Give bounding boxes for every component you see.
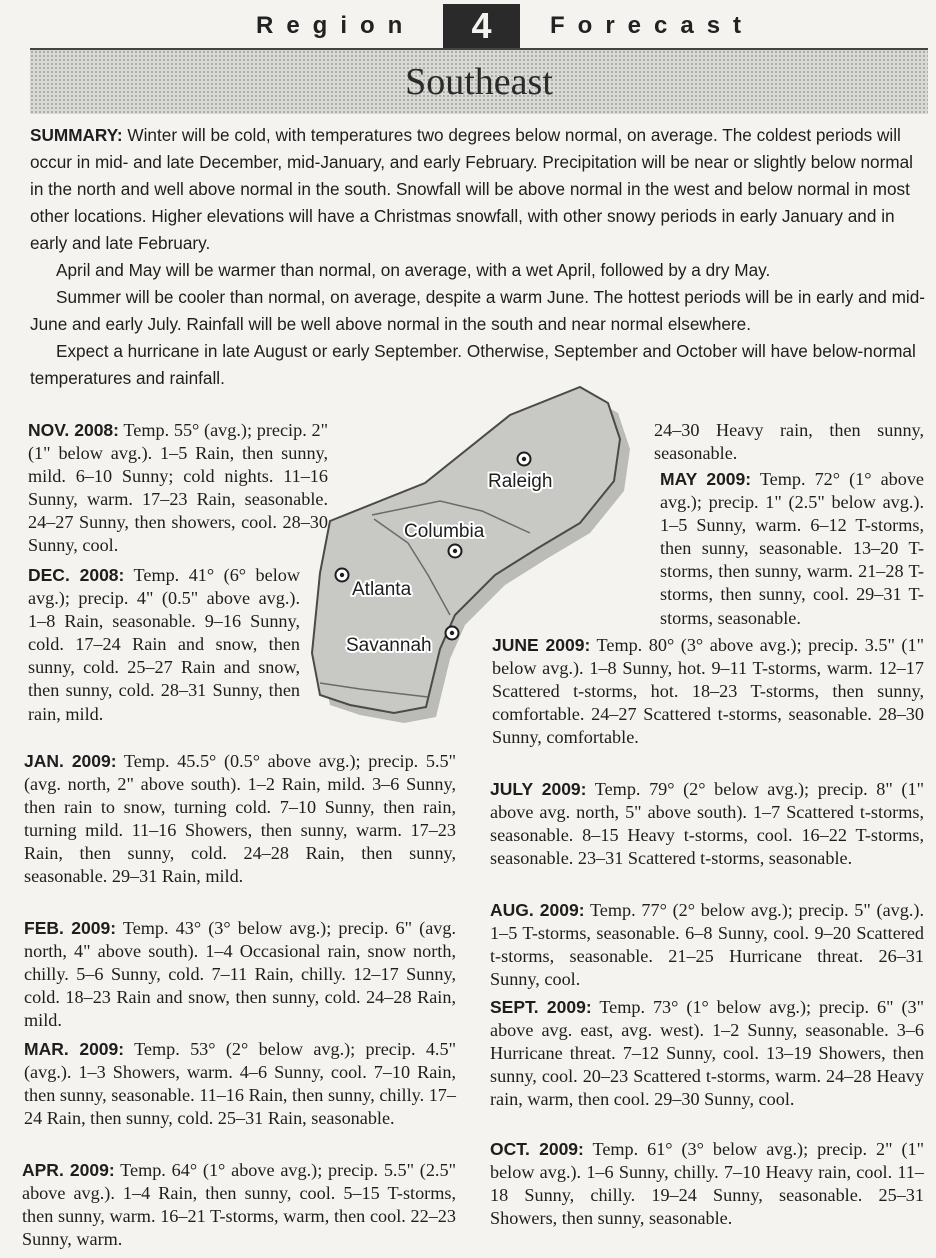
summary-paragraph-4: Expect a hurricane in late August or early September. Otherwise, September and October will have below-normal temperatures and rainfall. bbox=[30, 341, 916, 388]
month-label: DEC. 2008: bbox=[28, 565, 125, 585]
summary-text-1: Winter will be cold, with temperatures two degrees below normal, on average. The coldest periods will occur in mid- and late December, mid-January, and early February. Precipitation will be near or slightly below normal in the north and well above normal in the south. Snowfall will be above normal in the west and below normal in most other locations. Higher elevations will have a Christmas snowfall, with other snowy periods in early January and in early and late February. bbox=[30, 125, 913, 253]
month-label: SEPT. 2009: bbox=[490, 997, 592, 1017]
month-label: JUNE 2009: bbox=[492, 635, 591, 655]
month-dec-2008 bbox=[28, 564, 300, 726]
month-oct-2009 bbox=[490, 1138, 924, 1230]
month-text: Temp. 80° (3° above avg.); precip. 3.5" (1" below avg.). 1–8 Sunny, hot. 9–11 T-storms, warm. 12–17 Scattered t-storms, hot. 18–23 T-storms, then sunny, comfortable. 24–27 Scattered t-storms, seasonable. 28–30 Sunny, comfortable. bbox=[492, 635, 924, 748]
month-label: APR. 2009: bbox=[22, 1160, 115, 1180]
month-text: Temp. 64° (1° above avg.); precip. 5.5" (2.5" above avg.). 1–4 Rain, then sunny, cool. 5–15 T-storms, then sunny, warm. 16–21 T-storms, warm, then cool. 22–23 Sunny, warm. bbox=[22, 1160, 456, 1250]
month-label: OCT. 2009: bbox=[490, 1139, 584, 1159]
summary-label: SUMMARY: bbox=[30, 125, 123, 145]
title-band bbox=[30, 48, 928, 114]
month-feb-2009 bbox=[24, 917, 456, 1032]
month-text: Temp. 61° (3° below avg.); precip. 2" (1" below avg.). 1–6 Sunny, chilly. 7–10 Heavy rain, cool. 11–18 Sunny, chilly. 19–24 Sunny, seasonable. 25–31 Showers, then sunny, seasonable. bbox=[490, 1139, 925, 1229]
city-label-atlanta: Atlanta bbox=[352, 579, 412, 600]
region-header bbox=[0, 0, 936, 50]
summary-paragraph-3: Summer will be cooler than normal, on average, despite a warm June. The hottest periods will be in early and mid-June and early July. Rainfall will be well above normal in the south and near normal elsewhere. bbox=[30, 287, 926, 334]
region-number-badge: 4 bbox=[443, 4, 520, 48]
month-text: Temp. 72° (1° above avg.); precip. 1" (2.5" below avg.). 1–5 Sunny, warm. 6–12 T-storms, then sunny, seasonable. 13–20 T-storms, then sunny, warm. 21–28 T-storms, then sunny, cool. 29–31 T-storms, seasonable. bbox=[660, 469, 924, 628]
month-aug-2009 bbox=[490, 899, 924, 991]
page-title: Southeast bbox=[405, 61, 553, 103]
month-text: Temp. 77° (2° below avg.); precip. 5" (avg.). 1–5 T-storms, seasonable. 6–8 Sunny, cool. 9–20 Scattered t-storms, seasonable. 21–25 Hurricane threat. 26–31 Sunny, cool. bbox=[490, 900, 925, 990]
month-label: JAN. 2009: bbox=[24, 751, 117, 771]
summary-section bbox=[30, 122, 928, 392]
city-label-raleigh: Raleigh bbox=[488, 471, 553, 492]
month-label: AUG. 2009: bbox=[490, 900, 585, 920]
month-mar-2009 bbox=[24, 1038, 456, 1130]
region-word: Region bbox=[256, 12, 416, 39]
month-text: Temp. 41° (6° below avg.); precip. 4" (0.5" above avg.). 1–8 Rain, seasonable. 9–16 Sunny, cold. 17–24 Rain and snow, then sunny, cold. 25–27 Rain and snow, then sunny, cold. 28–31 Sunny, then rain, mild. bbox=[28, 565, 301, 724]
month-july-2009 bbox=[490, 778, 924, 870]
month-apr-2009-continued bbox=[654, 419, 924, 465]
city-label-savannah: Savannah bbox=[346, 635, 432, 656]
month-text: Temp. 73° (1° below avg.); precip. 6" (3" above avg. east, avg. west). 1–2 Sunny, seasonable. 3–6 Hurricane threat. 7–12 Sunny, cool. 13–19 Showers, then sunny, cool. 20–23 Scattered t-storms, warm. 24–28 Heavy rain, warm, then cool. 29–30 Sunny, cool. bbox=[490, 997, 925, 1110]
month-apr-2009 bbox=[22, 1159, 456, 1251]
forecast-word: Forecast bbox=[550, 12, 755, 39]
month-label: FEB. 2009: bbox=[24, 918, 117, 938]
month-jan-2009 bbox=[24, 750, 456, 889]
city-label-columbia: Columbia bbox=[404, 521, 485, 542]
month-sept-2009 bbox=[490, 996, 924, 1111]
month-text: 24–30 Heavy rain, then sunny, seasonable. bbox=[654, 420, 924, 464]
month-label: JULY 2009: bbox=[490, 779, 587, 799]
month-text: Temp. 45.5° (0.5° above avg.); precip. 5.5" (avg. north, 2" above south). 1–2 Rain, mild. 3–6 Sunny, then rain to snow, turning cold. 7–10 Sunny, then rain, turning mild. 11–16 Showers, then sunny, warm. 17–23 Rain, then sunny, cold. 24–28 Rain, then sunny, seasonable. 29–31 Rain, mild. bbox=[24, 751, 457, 887]
month-text: Temp. 43° (3° below avg.); precip. 6" (avg. north, 4" above south). 1–4 Occasional rain, snow north, chilly. 5–6 Sunny, cold. 7–11 Rain, chilly. 12–17 Sunny, cold. 18–23 Rain and snow, then sunny, cold. 24–28 Rain, mild. bbox=[24, 918, 457, 1031]
month-june-2009 bbox=[492, 634, 924, 749]
month-text: Temp. 79° (2° below avg.); precip. 8" (1" above avg. north, 5" above south). 1–7 Scattered t-storms, seasonable. 8–15 Heavy t-storms, cool. 16–22 T-storms, seasonable. 23–31 Scattered t-storms, seasonable. bbox=[490, 779, 924, 869]
month-may-2009 bbox=[552, 468, 924, 630]
month-label: MAR. 2009: bbox=[24, 1039, 125, 1059]
month-label: MAY 2009: bbox=[660, 469, 752, 489]
month-label: NOV. 2008: bbox=[28, 420, 119, 440]
summary-paragraph-2: April and May will be warmer than normal, on average, with a wet April, followed by a dry May. bbox=[56, 260, 771, 280]
month-text: Temp. 53° (2° below avg.); precip. 4.5" (avg.). 1–3 Showers, warm. 4–6 Sunny, cool. 7–10 Rain, then sunny, seasonable. 11–16 Rain, then sunny, chilly. 17–24 Rain, then sunny, cold. 25–31 Rain, seasonable. bbox=[24, 1039, 456, 1129]
month-text: Temp. 55° (avg.); precip. 2" (1" below avg.). 1–5 Rain, then sunny, mild. 6–10 Sunny; cold nights. 11–16 Sunny, warm. 17–23 Rain, seasonable. 24–27 Sunny, then showers, cool. 28–30 Sunny, cool. bbox=[28, 420, 329, 556]
month-nov-2008 bbox=[28, 419, 328, 558]
summary-paragraph-1 bbox=[30, 122, 928, 257]
